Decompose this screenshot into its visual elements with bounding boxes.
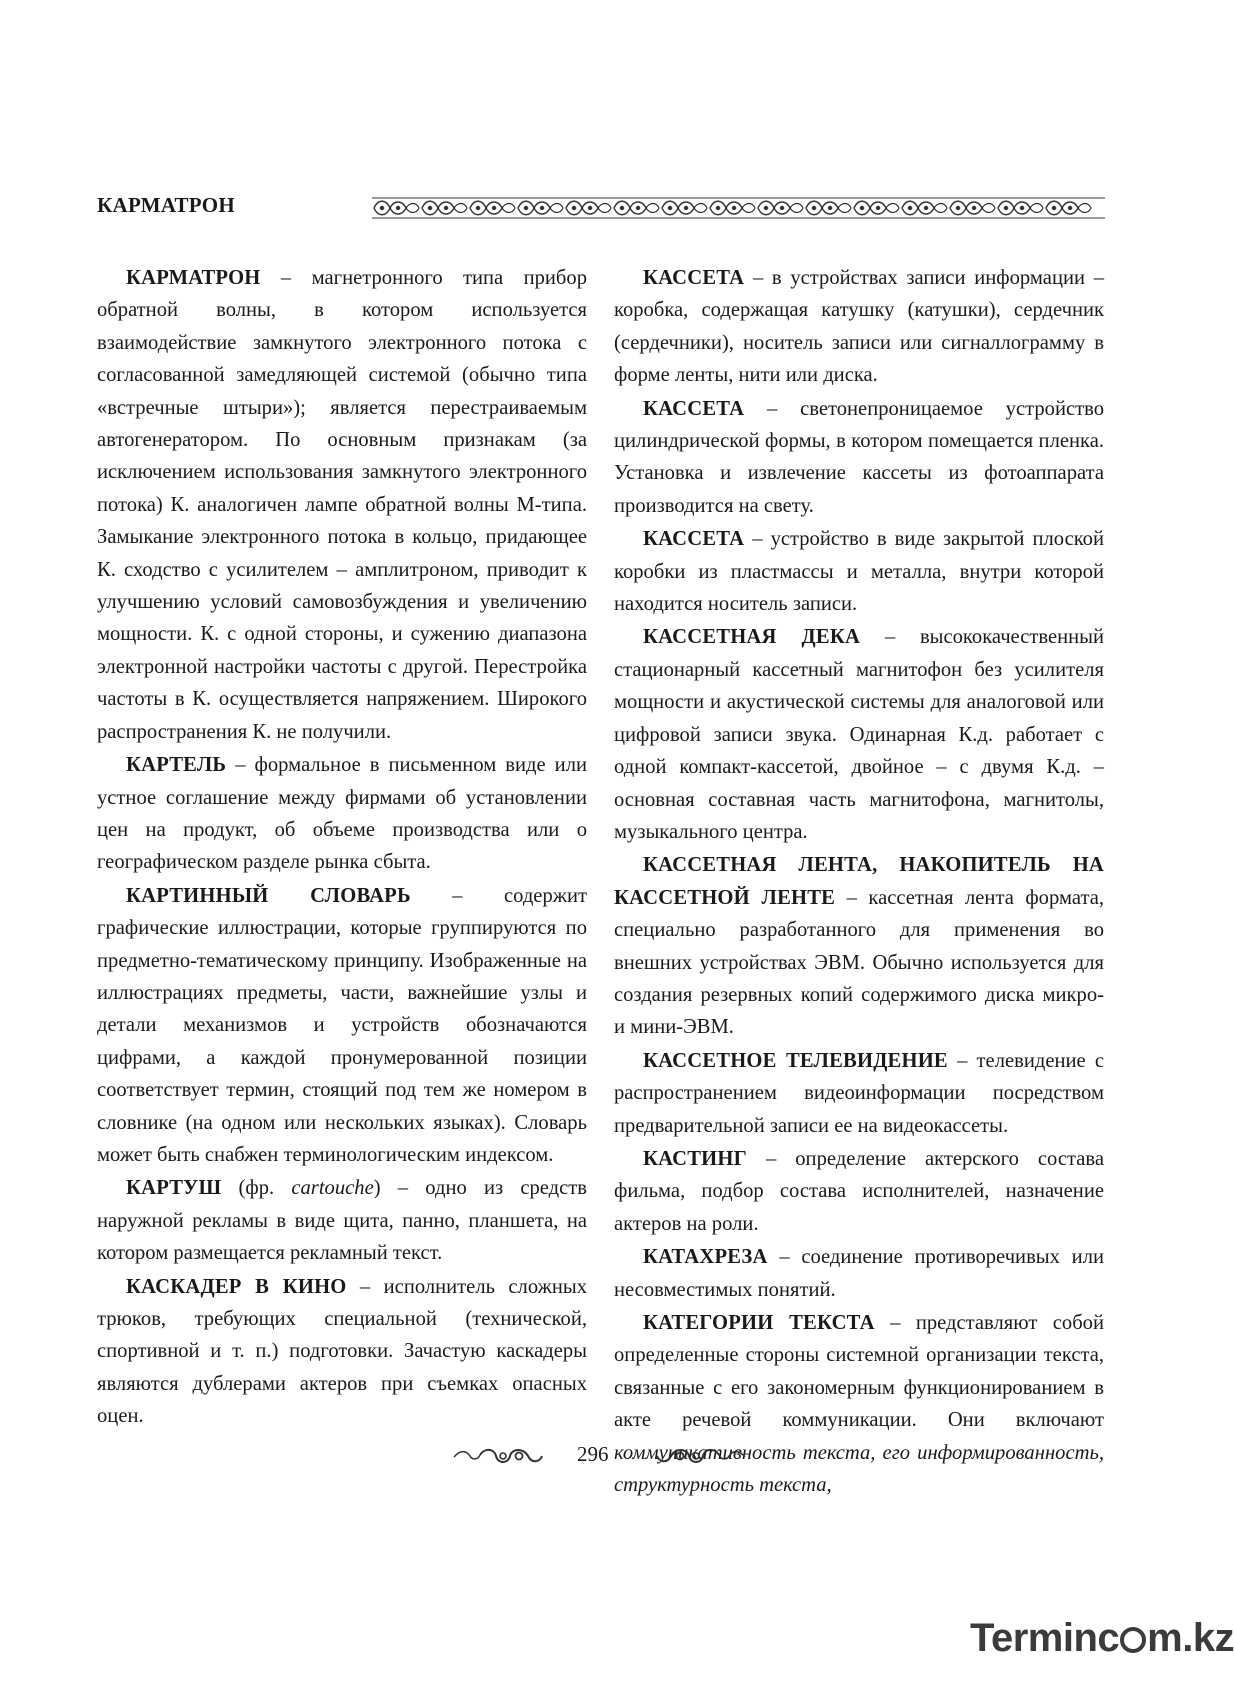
entry-term: КАССЕТА (643, 267, 745, 289)
entry-term: КАССЕТА (643, 528, 745, 551)
entry (97, 262, 587, 748)
entry (614, 523, 1104, 620)
running-head: КАРМАТРОН (97, 193, 236, 217)
entry (97, 880, 587, 1172)
entry-body: – представляют собой определенные стороны системной организации текста, связанные с его закономерным функционированием в акте речевой коммуникации. Они включают (614, 1312, 1104, 1432)
entry-italic-tail: коммуникативность текста, его информированность, структурность текста, (614, 1441, 1104, 1497)
entry (97, 1172, 587, 1269)
entry (97, 1271, 587, 1433)
entry-term: КАССЕТА (643, 397, 745, 420)
watermark-prefix: T (970, 1616, 991, 1660)
entry-body: – высококачественный стационарный кассетный магнитофон без усилителя мощности и акустической системы для аналоговой или цифровой записи звука. Одинарная К.д. работает с одной компакт-кассетой, двойное – с двумя К.д. – основная составная часть магнитофона, магнитолы, музыкального центра. (614, 626, 1104, 843)
entry-term: КАСКАДЕР В КИНО (126, 1275, 347, 1298)
entry-term: КАСТИНГ (643, 1147, 747, 1170)
entry (614, 1143, 1104, 1240)
entry-body: – светонепроницаемое устройство цилиндрической формы, в котором помещается пленка. Установка и извлечение кассеты из фотоаппарата производится на свету. (614, 397, 1104, 517)
entry-body: – телевидение с распространением видеоинформации посредством предварительной записи ее на видеокассеты. (614, 1049, 1104, 1137)
watermark-mid: erminc (990, 1616, 1120, 1660)
entry-term: КАТЕГОРИИ ТЕКСТА (643, 1312, 875, 1334)
entry-body: ) – одно из средств наружной рекламы в виде щита, панно, планшета, на котором размещается рекламный текст. (97, 1177, 587, 1265)
entry-term: КАССЕТНАЯ ЛЕНТА, НАКОПИТЕЛЬ НА КАССЕТНОЙ ЛЕНТЕ (614, 854, 1104, 909)
entry-foreign-word: cartouche (291, 1177, 374, 1200)
entry-term: КАРТИННЫЙ СЛОВАРЬ (126, 884, 411, 907)
page-number: 296 (577, 1442, 609, 1466)
entry-body: – в устройствах записи информации – коробка, содержащая катушку (катушки), сердечник (сердечники), носитель записи или сигналлограмму в форме ленты, нити или диска. (614, 267, 1104, 387)
entry-body: – содержит графические иллюстрации, которые группируются по предметно-тематическому принципу. Изображенные на иллюстрациях предметы, части, важнейшие узлы и детали механизмов и устройств обозначаются цифрами, а каждой пронумерованной позиции соответствует термин, стоящий под тем же номером в словнике (на одном или нескольких языках). Словарь может быть снабжен терминологическим индексом. (97, 884, 587, 1166)
right-column (614, 262, 1104, 1502)
entry-pre: (фр. (221, 1177, 292, 1200)
entry-term: КАРМАТРОН (126, 267, 261, 289)
entry (614, 262, 1104, 392)
footer-ornament-right-icon (655, 1444, 747, 1470)
entry (614, 621, 1104, 848)
entry-body: – определение актерского состава фильма, подбор состава исполнителей, назначение актеров на роли. (614, 1147, 1104, 1235)
entry-term: КАССЕТНАЯ ДЕКА (643, 626, 861, 649)
entry (614, 393, 1104, 523)
entry-body: – магнетронного типа прибор обратной волны, в котором используется взаимодействие замкнутого электронного потока с согласованной замедляющей системой (обычно типа «встречные штыри»); является перестраиваемым автогенератором. По основным признакам (за исключением использования замкнутого электронного потока) К. аналогичен лампе обратной волны М-типа. Замыкание электронного потока в кольцо, придающее К. сходство с усилителем – амплитроном, приводит к улучшению условий самовозбуждения и увеличению мощности. К. с одной стороны, и сужению диапазона электронной настройки частоты с другой. Перестройка частоты в К. осуществляется напряжением. Широкого распространения К. не получили. (97, 267, 587, 743)
entry-term: КАТАХРЕЗА (643, 1246, 768, 1269)
entry (614, 1241, 1104, 1306)
entry-body: – соединение противоречивых или несовместимых понятий. (614, 1246, 1104, 1301)
entry (614, 849, 1104, 1043)
entry (614, 1307, 1104, 1501)
header-ornament-band (372, 196, 1105, 220)
site-watermark (970, 1616, 1234, 1661)
entry-body: – исполнитель сложных трюков, требующих специальной (технической, спортивной и т. п.) подготовки. Зачастую каскадеры являются дублерами актеров при съемках опасных оцен. (97, 1275, 587, 1428)
watermark-suffix: m.kz (1147, 1616, 1234, 1660)
entry-term: КАРТЕЛЬ (126, 754, 227, 777)
entry-body: – устройство в виде закрытой плоской коробки из пластмассы и металла, внутри которой находится носитель записи. (614, 528, 1104, 616)
entry-term: КАРТУШ (126, 1177, 222, 1200)
entry-body: – кассетная лента формата, специально разработанного для применения во внешних устройствах ЭВМ. Обычно используется для создания резервных копий содержимого диска микро- и мини-ЭВМ. (614, 886, 1104, 1039)
left-column (97, 262, 587, 1434)
entry-term: КАССЕТНОЕ ТЕЛЕВИДЕНИЕ (643, 1049, 948, 1072)
footer-ornament-left-icon (452, 1444, 544, 1470)
entry (614, 1045, 1104, 1142)
watermark-ring-icon (1120, 1627, 1146, 1653)
entry (97, 749, 587, 879)
entry-body: – формальное в письменном виде или устное соглашение между фирмами об установлении цен на продукт, об объеме производства или о географическом разделе рынка сбыта. (97, 754, 587, 874)
